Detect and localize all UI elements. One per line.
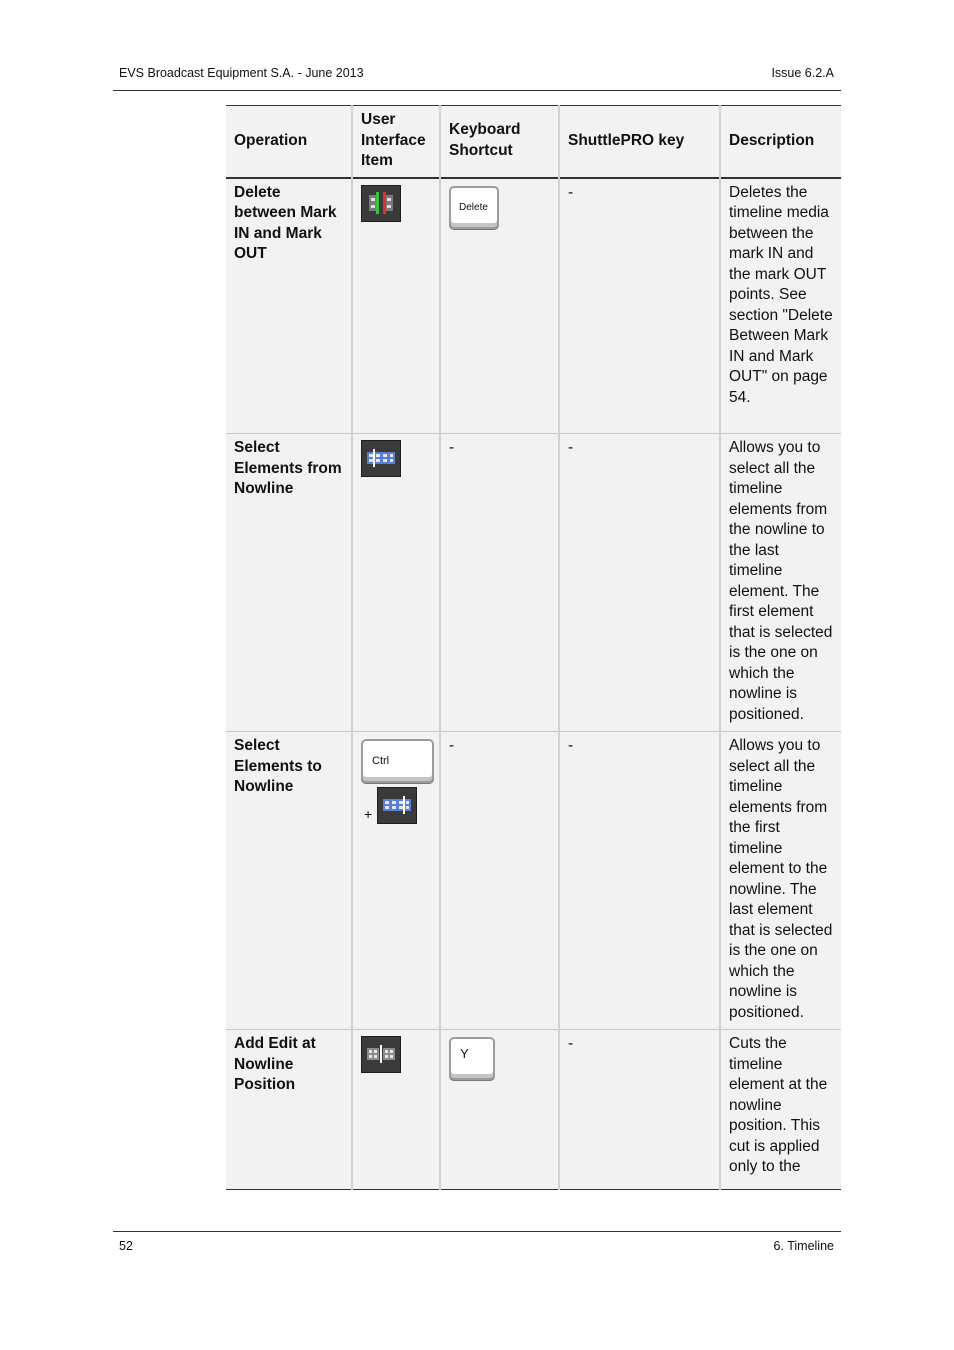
- description-cell: Allows you to select all the timeline elements from the nowline to the last timeline element. The first element that is selected is the one on which the nowline is positioned.: [720, 434, 841, 732]
- header-publisher: EVS Broadcast Equipment S.A. - June 2013: [119, 66, 364, 80]
- shuttlepro-cell: -: [559, 434, 720, 732]
- column-header-keyboard-shortcut: Keyboard Shortcut: [440, 106, 559, 178]
- ui-item-cell: [352, 1030, 440, 1190]
- keyboard-cell: -: [440, 732, 559, 1030]
- column-header-ui-item: User Interface Item: [352, 106, 440, 178]
- operation-cell: Select Elements to Nowline: [226, 732, 352, 1030]
- ctrl-plus-icon-combo: [361, 739, 431, 831]
- table-row: [226, 1030, 841, 1190]
- page-header: [113, 64, 841, 91]
- ui-item-cell: [352, 434, 440, 732]
- add-edit-icon[interactable]: [361, 1036, 401, 1073]
- table-row: [226, 732, 841, 1030]
- plus-sign: +: [364, 806, 373, 822]
- shuttlepro-cell: -: [559, 1030, 720, 1190]
- select-from-nowline-icon[interactable]: [361, 440, 401, 477]
- ui-item-cell: [352, 732, 440, 1030]
- page-number: 52: [119, 1239, 133, 1253]
- description-cell: Cuts the timeline element at the nowline position. This cut is applied only to the: [720, 1030, 841, 1190]
- table-row: [226, 434, 841, 732]
- select-to-nowline-icon[interactable]: [377, 787, 417, 824]
- column-header-description: Description: [720, 106, 841, 178]
- delete-between-marks-icon[interactable]: [361, 185, 401, 222]
- delete-key: Delete: [449, 186, 499, 229]
- ctrl-key: Ctrl: [361, 739, 434, 783]
- column-header-shuttlepro-key: ShuttlePRO key: [559, 106, 720, 178]
- keyboard-cell: [440, 1030, 559, 1190]
- description-reference: See section "Delete Between Mark IN and Mark OUT" on page 54.: [729, 286, 833, 406]
- operations-table: [226, 105, 841, 1190]
- description-cell: [720, 178, 841, 434]
- ui-item-cell: [352, 178, 440, 434]
- shuttlepro-cell: -: [559, 732, 720, 1030]
- keyboard-cell: -: [440, 434, 559, 732]
- header-issue: Issue 6.2.A: [771, 66, 834, 80]
- table-header-row: [226, 106, 841, 178]
- keyboard-cell: [440, 178, 559, 434]
- column-header-operation: Operation: [226, 106, 352, 178]
- operation-cell: Delete between Mark IN and Mark OUT: [226, 178, 352, 434]
- operation-cell: Add Edit at Nowline Position: [226, 1030, 352, 1190]
- y-key: Y: [449, 1037, 495, 1080]
- operation-cell: Select Elements from Nowline: [226, 434, 352, 732]
- description-cell: Allows you to select all the timeline elements from the first timeline element to the nowline. The last element that is selected is the one on which the nowline is positioned.: [720, 732, 841, 1030]
- description-text: Deletes the timeline media between the mark IN and the mark OUT points.: [729, 183, 829, 303]
- table-row: [226, 178, 841, 434]
- page-footer: [113, 1231, 841, 1258]
- shuttlepro-cell: -: [559, 178, 720, 434]
- chapter-title: 6. Timeline: [773, 1239, 834, 1253]
